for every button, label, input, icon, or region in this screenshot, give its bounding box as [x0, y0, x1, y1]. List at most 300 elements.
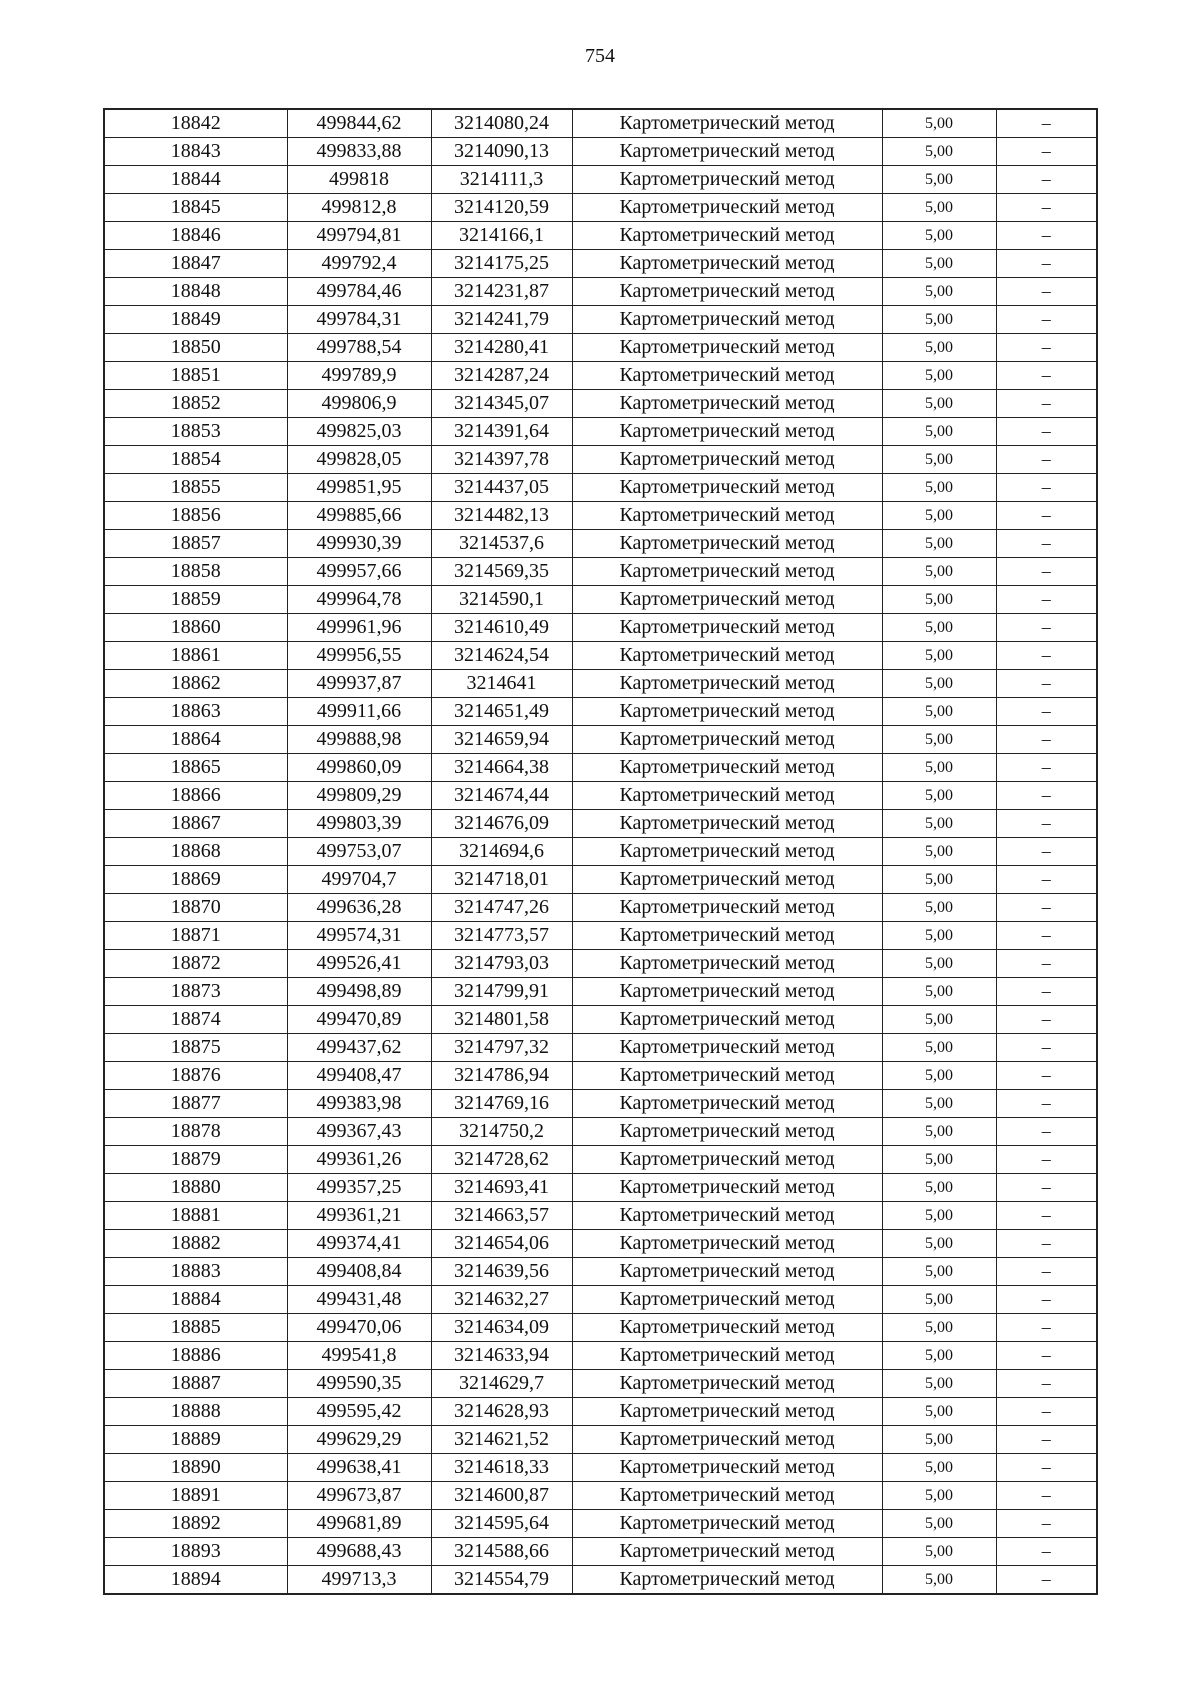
x-coordinate-cell: 499789,9 — [287, 362, 431, 390]
accuracy-cell: 5,00 — [882, 222, 996, 250]
x-coordinate-cell: 499681,89 — [287, 1510, 431, 1538]
x-coordinate-cell: 499753,07 — [287, 838, 431, 866]
point-number-cell: 18866 — [104, 782, 287, 810]
point-number-cell: 18872 — [104, 950, 287, 978]
y-coordinate-cell: 3214793,03 — [431, 950, 572, 978]
accuracy-cell: 5,00 — [882, 1258, 996, 1286]
accuracy-cell: 5,00 — [882, 166, 996, 194]
point-number-cell: 18859 — [104, 586, 287, 614]
y-coordinate-cell: 3214750,2 — [431, 1118, 572, 1146]
y-coordinate-cell: 3214641 — [431, 670, 572, 698]
accuracy-cell: 5,00 — [882, 1538, 996, 1566]
y-coordinate-cell: 3214482,13 — [431, 502, 572, 530]
table-row — [104, 866, 1097, 894]
method-cell: Картометрический метод — [572, 250, 882, 278]
accuracy-cell: 5,00 — [882, 866, 996, 894]
accuracy-cell: 5,00 — [882, 614, 996, 642]
point-number-cell: 18848 — [104, 278, 287, 306]
table-row — [104, 1062, 1097, 1090]
accuracy-cell: 5,00 — [882, 446, 996, 474]
point-number-cell: 18842 — [104, 109, 287, 138]
y-coordinate-cell: 3214624,54 — [431, 642, 572, 670]
method-cell: Картометрический метод — [572, 1426, 882, 1454]
table-row — [104, 138, 1097, 166]
method-cell: Картометрический метод — [572, 1090, 882, 1118]
point-number-cell: 18869 — [104, 866, 287, 894]
point-number-cell: 18873 — [104, 978, 287, 1006]
y-coordinate-cell: 3214628,93 — [431, 1398, 572, 1426]
y-coordinate-cell: 3214664,38 — [431, 754, 572, 782]
y-coordinate-cell: 3214801,58 — [431, 1006, 572, 1034]
point-number-cell: 18894 — [104, 1566, 287, 1595]
table-row — [104, 586, 1097, 614]
x-coordinate-cell: 499911,66 — [287, 698, 431, 726]
x-coordinate-cell: 499688,43 — [287, 1538, 431, 1566]
note-cell: – — [996, 782, 1097, 810]
point-number-cell: 18878 — [104, 1118, 287, 1146]
method-cell: Картометрический метод — [572, 642, 882, 670]
table-row — [104, 1314, 1097, 1342]
note-cell: – — [996, 726, 1097, 754]
note-cell: – — [996, 614, 1097, 642]
page-number: 754 — [585, 45, 615, 67]
accuracy-cell: 5,00 — [882, 1482, 996, 1510]
method-cell: Картометрический метод — [572, 810, 882, 838]
y-coordinate-cell: 3214345,07 — [431, 390, 572, 418]
point-number-cell: 18852 — [104, 390, 287, 418]
table-row — [104, 670, 1097, 698]
accuracy-cell: 5,00 — [882, 1426, 996, 1454]
table-row — [104, 782, 1097, 810]
y-coordinate-cell: 3214231,87 — [431, 278, 572, 306]
method-cell: Картометрический метод — [572, 698, 882, 726]
y-coordinate-cell: 3214659,94 — [431, 726, 572, 754]
y-coordinate-cell: 3214799,91 — [431, 978, 572, 1006]
table-row — [104, 1566, 1097, 1595]
x-coordinate-cell: 499541,8 — [287, 1342, 431, 1370]
table-row — [104, 1174, 1097, 1202]
point-number-cell: 18890 — [104, 1454, 287, 1482]
y-coordinate-cell: 3214773,57 — [431, 922, 572, 950]
y-coordinate-cell: 3214120,59 — [431, 194, 572, 222]
note-cell: – — [996, 166, 1097, 194]
point-number-cell: 18892 — [104, 1510, 287, 1538]
x-coordinate-cell: 499803,39 — [287, 810, 431, 838]
note-cell: – — [996, 1286, 1097, 1314]
method-cell: Картометрический метод — [572, 1230, 882, 1258]
note-cell: – — [996, 1510, 1097, 1538]
table-row — [104, 446, 1097, 474]
y-coordinate-cell: 3214718,01 — [431, 866, 572, 894]
x-coordinate-cell: 499408,84 — [287, 1258, 431, 1286]
point-number-cell: 18886 — [104, 1342, 287, 1370]
y-coordinate-cell: 3214287,24 — [431, 362, 572, 390]
point-number-cell: 18853 — [104, 418, 287, 446]
accuracy-cell: 5,00 — [882, 1454, 996, 1482]
accuracy-cell: 5,00 — [882, 1118, 996, 1146]
method-cell: Картометрический метод — [572, 362, 882, 390]
note-cell: – — [996, 1258, 1097, 1286]
note-cell: – — [996, 558, 1097, 586]
accuracy-cell: 5,00 — [882, 474, 996, 502]
method-cell: Картометрический метод — [572, 782, 882, 810]
accuracy-cell: 5,00 — [882, 1230, 996, 1258]
point-number-cell: 18889 — [104, 1426, 287, 1454]
method-cell: Картометрический метод — [572, 922, 882, 950]
point-number-cell: 18881 — [104, 1202, 287, 1230]
table-row — [104, 109, 1097, 138]
note-cell: – — [996, 1062, 1097, 1090]
x-coordinate-cell: 499431,48 — [287, 1286, 431, 1314]
note-cell: – — [996, 1398, 1097, 1426]
y-coordinate-cell: 3214663,57 — [431, 1202, 572, 1230]
table-row — [104, 1230, 1097, 1258]
y-coordinate-cell: 3214391,64 — [431, 418, 572, 446]
method-cell: Картометрический метод — [572, 1118, 882, 1146]
method-cell: Картометрический метод — [572, 558, 882, 586]
note-cell: – — [996, 418, 1097, 446]
table-row — [104, 306, 1097, 334]
accuracy-cell: 5,00 — [882, 1510, 996, 1538]
accuracy-cell: 5,00 — [882, 754, 996, 782]
x-coordinate-cell: 499833,88 — [287, 138, 431, 166]
accuracy-cell: 5,00 — [882, 1006, 996, 1034]
x-coordinate-cell: 499638,41 — [287, 1454, 431, 1482]
method-cell: Картометрический метод — [572, 502, 882, 530]
method-cell: Картометрический метод — [572, 978, 882, 1006]
y-coordinate-cell: 3214634,09 — [431, 1314, 572, 1342]
y-coordinate-cell: 3214610,49 — [431, 614, 572, 642]
accuracy-cell: 5,00 — [882, 558, 996, 586]
note-cell: – — [996, 866, 1097, 894]
table-row — [104, 222, 1097, 250]
point-number-cell: 18875 — [104, 1034, 287, 1062]
accuracy-cell: 5,00 — [882, 390, 996, 418]
y-coordinate-cell: 3214554,79 — [431, 1566, 572, 1595]
x-coordinate-cell: 499956,55 — [287, 642, 431, 670]
note-cell: – — [996, 950, 1097, 978]
point-number-cell: 18879 — [104, 1146, 287, 1174]
y-coordinate-cell: 3214569,35 — [431, 558, 572, 586]
x-coordinate-cell: 499812,8 — [287, 194, 431, 222]
x-coordinate-cell: 499408,47 — [287, 1062, 431, 1090]
accuracy-cell: 5,00 — [882, 726, 996, 754]
accuracy-cell: 5,00 — [882, 278, 996, 306]
accuracy-cell: 5,00 — [882, 586, 996, 614]
x-coordinate-cell: 499574,31 — [287, 922, 431, 950]
accuracy-cell: 5,00 — [882, 334, 996, 362]
point-number-cell: 18851 — [104, 362, 287, 390]
y-coordinate-cell: 3214437,05 — [431, 474, 572, 502]
table-row — [104, 922, 1097, 950]
table-row — [104, 362, 1097, 390]
note-cell: – — [996, 278, 1097, 306]
method-cell: Картометрический метод — [572, 1174, 882, 1202]
note-cell: – — [996, 642, 1097, 670]
note-cell: – — [996, 1034, 1097, 1062]
table-row — [104, 250, 1097, 278]
table-row — [104, 502, 1097, 530]
y-coordinate-cell: 3214674,44 — [431, 782, 572, 810]
method-cell: Картометрический метод — [572, 1566, 882, 1595]
x-coordinate-cell: 499794,81 — [287, 222, 431, 250]
method-cell: Картометрический метод — [572, 1370, 882, 1398]
note-cell: – — [996, 1538, 1097, 1566]
note-cell: – — [996, 1314, 1097, 1342]
y-coordinate-cell: 3214633,94 — [431, 1342, 572, 1370]
y-coordinate-cell: 3214694,6 — [431, 838, 572, 866]
method-cell: Картометрический метод — [572, 670, 882, 698]
method-cell: Картометрический метод — [572, 1258, 882, 1286]
point-number-cell: 18861 — [104, 642, 287, 670]
table-row — [104, 1398, 1097, 1426]
accuracy-cell: 5,00 — [882, 894, 996, 922]
y-coordinate-cell: 3214588,66 — [431, 1538, 572, 1566]
x-coordinate-cell: 499851,95 — [287, 474, 431, 502]
accuracy-cell: 5,00 — [882, 698, 996, 726]
note-cell: – — [996, 1230, 1097, 1258]
accuracy-cell: 5,00 — [882, 502, 996, 530]
y-coordinate-cell: 3214639,56 — [431, 1258, 572, 1286]
accuracy-cell: 5,00 — [882, 1566, 996, 1595]
point-number-cell: 18844 — [104, 166, 287, 194]
accuracy-cell: 5,00 — [882, 306, 996, 334]
coordinates-table — [103, 108, 1098, 1595]
y-coordinate-cell: 3214618,33 — [431, 1454, 572, 1482]
method-cell: Картометрический метод — [572, 1314, 882, 1342]
x-coordinate-cell: 499636,28 — [287, 894, 431, 922]
note-cell: – — [996, 810, 1097, 838]
note-cell: – — [996, 306, 1097, 334]
method-cell: Картометрический метод — [572, 1202, 882, 1230]
note-cell: – — [996, 894, 1097, 922]
point-number-cell: 18868 — [104, 838, 287, 866]
accuracy-cell: 5,00 — [882, 109, 996, 138]
note-cell: – — [996, 334, 1097, 362]
x-coordinate-cell: 499825,03 — [287, 418, 431, 446]
point-number-cell: 18863 — [104, 698, 287, 726]
y-coordinate-cell: 3214241,79 — [431, 306, 572, 334]
note-cell: – — [996, 1006, 1097, 1034]
method-cell: Картометрический метод — [572, 1062, 882, 1090]
table-row — [104, 418, 1097, 446]
x-coordinate-cell: 499629,29 — [287, 1426, 431, 1454]
method-cell: Картометрический метод — [572, 614, 882, 642]
x-coordinate-cell: 499526,41 — [287, 950, 431, 978]
y-coordinate-cell: 3214747,26 — [431, 894, 572, 922]
accuracy-cell: 5,00 — [882, 950, 996, 978]
y-coordinate-cell: 3214280,41 — [431, 334, 572, 362]
x-coordinate-cell: 499470,06 — [287, 1314, 431, 1342]
x-coordinate-cell: 499357,25 — [287, 1174, 431, 1202]
note-cell: – — [996, 1454, 1097, 1482]
point-number-cell: 18876 — [104, 1062, 287, 1090]
point-number-cell: 18854 — [104, 446, 287, 474]
table-row — [104, 698, 1097, 726]
note-cell: – — [996, 138, 1097, 166]
method-cell: Картометрический метод — [572, 446, 882, 474]
table-row — [104, 1118, 1097, 1146]
method-cell: Картометрический метод — [572, 334, 882, 362]
method-cell: Картометрический метод — [572, 726, 882, 754]
y-coordinate-cell: 3214676,09 — [431, 810, 572, 838]
accuracy-cell: 5,00 — [882, 194, 996, 222]
x-coordinate-cell: 499383,98 — [287, 1090, 431, 1118]
table-row — [104, 194, 1097, 222]
accuracy-cell: 5,00 — [882, 1090, 996, 1118]
note-cell: – — [996, 838, 1097, 866]
note-cell: – — [996, 474, 1097, 502]
method-cell: Картометрический метод — [572, 1034, 882, 1062]
table-row — [104, 334, 1097, 362]
point-number-cell: 18887 — [104, 1370, 287, 1398]
note-cell: – — [996, 390, 1097, 418]
method-cell: Картометрический метод — [572, 1482, 882, 1510]
method-cell: Картометрический метод — [572, 1454, 882, 1482]
note-cell: – — [996, 1090, 1097, 1118]
accuracy-cell: 5,00 — [882, 1146, 996, 1174]
x-coordinate-cell: 499937,87 — [287, 670, 431, 698]
accuracy-cell: 5,00 — [882, 1314, 996, 1342]
method-cell: Картометрический метод — [572, 1146, 882, 1174]
x-coordinate-cell: 499367,43 — [287, 1118, 431, 1146]
point-number-cell: 18864 — [104, 726, 287, 754]
y-coordinate-cell: 3214595,64 — [431, 1510, 572, 1538]
accuracy-cell: 5,00 — [882, 810, 996, 838]
accuracy-cell: 5,00 — [882, 1398, 996, 1426]
y-coordinate-cell: 3214728,62 — [431, 1146, 572, 1174]
method-cell: Картометрический метод — [572, 1538, 882, 1566]
method-cell: Картометрический метод — [572, 474, 882, 502]
method-cell: Картометрический метод — [572, 166, 882, 194]
point-number-cell: 18856 — [104, 502, 287, 530]
x-coordinate-cell: 499809,29 — [287, 782, 431, 810]
y-coordinate-cell: 3214621,52 — [431, 1426, 572, 1454]
note-cell: – — [996, 1146, 1097, 1174]
note-cell: – — [996, 502, 1097, 530]
table-row — [104, 726, 1097, 754]
method-cell: Картометрический метод — [572, 1286, 882, 1314]
note-cell: – — [996, 222, 1097, 250]
x-coordinate-cell: 499844,62 — [287, 109, 431, 138]
x-coordinate-cell: 499713,3 — [287, 1566, 431, 1595]
method-cell: Картометрический метод — [572, 866, 882, 894]
table-row — [104, 390, 1097, 418]
point-number-cell: 18850 — [104, 334, 287, 362]
y-coordinate-cell: 3214111,3 — [431, 166, 572, 194]
y-coordinate-cell: 3214786,94 — [431, 1062, 572, 1090]
method-cell: Картометрический метод — [572, 586, 882, 614]
note-cell: – — [996, 1342, 1097, 1370]
point-number-cell: 18858 — [104, 558, 287, 586]
x-coordinate-cell: 499470,89 — [287, 1006, 431, 1034]
accuracy-cell: 5,00 — [882, 1286, 996, 1314]
accuracy-cell: 5,00 — [882, 250, 996, 278]
y-coordinate-cell: 3214600,87 — [431, 1482, 572, 1510]
x-coordinate-cell: 499595,42 — [287, 1398, 431, 1426]
table-row — [104, 894, 1097, 922]
accuracy-cell: 5,00 — [882, 1034, 996, 1062]
method-cell: Картометрический метод — [572, 109, 882, 138]
note-cell: – — [996, 1174, 1097, 1202]
x-coordinate-cell: 499888,98 — [287, 726, 431, 754]
x-coordinate-cell: 499498,89 — [287, 978, 431, 1006]
table-row — [104, 1454, 1097, 1482]
point-number-cell: 18843 — [104, 138, 287, 166]
x-coordinate-cell: 499784,31 — [287, 306, 431, 334]
x-coordinate-cell: 499964,78 — [287, 586, 431, 614]
method-cell: Картометрический метод — [572, 418, 882, 446]
x-coordinate-cell: 499673,87 — [287, 1482, 431, 1510]
method-cell: Картометрический метод — [572, 278, 882, 306]
accuracy-cell: 5,00 — [882, 1370, 996, 1398]
point-number-cell: 18860 — [104, 614, 287, 642]
table-row — [104, 1510, 1097, 1538]
note-cell: – — [996, 670, 1097, 698]
point-number-cell: 18882 — [104, 1230, 287, 1258]
method-cell: Картометрический метод — [572, 1510, 882, 1538]
method-cell: Картометрический метод — [572, 138, 882, 166]
table-row — [104, 278, 1097, 306]
method-cell: Картометрический метод — [572, 838, 882, 866]
accuracy-cell: 5,00 — [882, 362, 996, 390]
point-number-cell: 18885 — [104, 1314, 287, 1342]
method-cell: Картометрический метод — [572, 754, 882, 782]
y-coordinate-cell: 3214175,25 — [431, 250, 572, 278]
y-coordinate-cell: 3214693,41 — [431, 1174, 572, 1202]
accuracy-cell: 5,00 — [882, 1062, 996, 1090]
method-cell: Картометрический метод — [572, 390, 882, 418]
method-cell: Картометрический метод — [572, 1006, 882, 1034]
y-coordinate-cell: 3214080,24 — [431, 109, 572, 138]
table-row — [104, 838, 1097, 866]
accuracy-cell: 5,00 — [882, 530, 996, 558]
note-cell: – — [996, 586, 1097, 614]
x-coordinate-cell: 499437,62 — [287, 1034, 431, 1062]
y-coordinate-cell: 3214651,49 — [431, 698, 572, 726]
point-number-cell: 18849 — [104, 306, 287, 334]
table-row — [104, 1146, 1097, 1174]
y-coordinate-cell: 3214166,1 — [431, 222, 572, 250]
table-row — [104, 530, 1097, 558]
x-coordinate-cell: 499792,4 — [287, 250, 431, 278]
x-coordinate-cell: 499818 — [287, 166, 431, 194]
note-cell: – — [996, 362, 1097, 390]
point-number-cell: 18857 — [104, 530, 287, 558]
note-cell: – — [996, 1566, 1097, 1595]
point-number-cell: 18891 — [104, 1482, 287, 1510]
y-coordinate-cell: 3214654,06 — [431, 1230, 572, 1258]
note-cell: – — [996, 1118, 1097, 1146]
x-coordinate-cell: 499374,41 — [287, 1230, 431, 1258]
table-row — [104, 1482, 1097, 1510]
y-coordinate-cell: 3214397,78 — [431, 446, 572, 474]
x-coordinate-cell: 499788,54 — [287, 334, 431, 362]
accuracy-cell: 5,00 — [882, 418, 996, 446]
point-number-cell: 18862 — [104, 670, 287, 698]
accuracy-cell: 5,00 — [882, 642, 996, 670]
table-row — [104, 614, 1097, 642]
note-cell: – — [996, 1370, 1097, 1398]
x-coordinate-cell: 499961,96 — [287, 614, 431, 642]
table-row — [104, 1538, 1097, 1566]
x-coordinate-cell: 499828,05 — [287, 446, 431, 474]
accuracy-cell: 5,00 — [882, 670, 996, 698]
table-row — [104, 754, 1097, 782]
note-cell: – — [996, 109, 1097, 138]
point-number-cell: 18888 — [104, 1398, 287, 1426]
x-coordinate-cell: 499860,09 — [287, 754, 431, 782]
